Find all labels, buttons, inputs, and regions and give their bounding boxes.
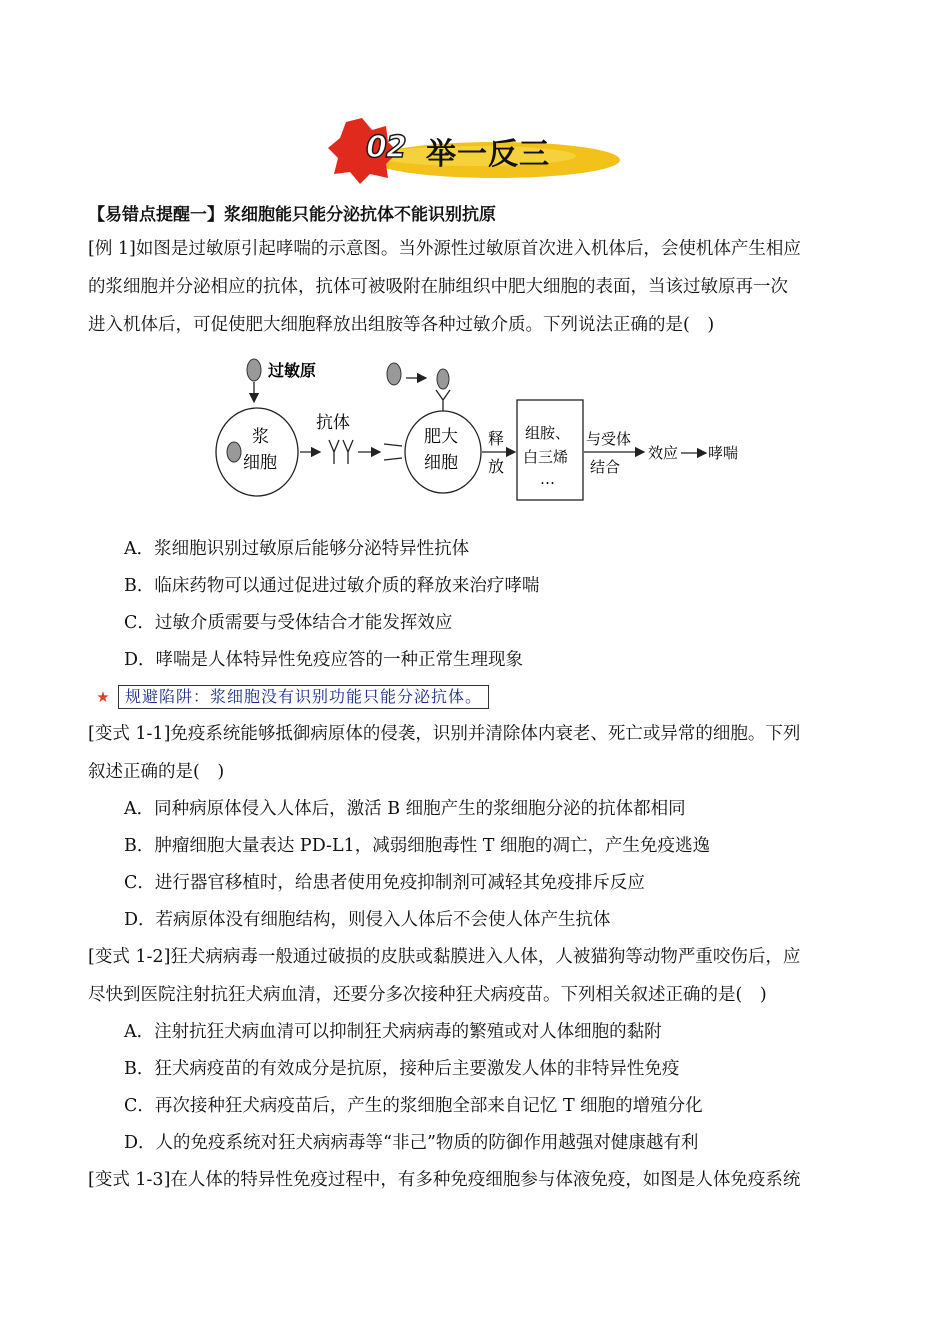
option: C．进行器官移植时，给患者使用免疫抑制剂可减轻其免疫排斥反应 (124, 873, 645, 893)
option: A．注射抗狂犬病血清可以抑制狂犬病病毒的繁殖或对人体细胞的黏附 (124, 1022, 662, 1042)
mast-cell (405, 411, 481, 493)
question-line: 尽快到医院注射抗狂犬病血清，还要分多次接种狂犬病疫苗。下列相关叙述正确的是( ) (88, 985, 767, 1005)
option: C．再次接种狂犬病疫苗后，产生的浆细胞全部来自记忆 T 细胞的增殖分化 (124, 1096, 703, 1116)
option: D．人的免疫系统对狂犬病病毒等“非己”物质的防御作用越强对健康越有利 (124, 1133, 699, 1153)
mediators-label: 白三烯 (523, 448, 569, 466)
option: D．若病原体没有细胞结构，则侵入人体后不会使人体产生抗体 (124, 910, 611, 930)
allergen-shape (247, 359, 261, 381)
section-banner (326, 116, 622, 186)
plasma-cell-label: 浆 (252, 427, 269, 447)
mast-cell-label: 细胞 (424, 453, 458, 473)
option: A．同种病原体侵入人体后，激活 B 细胞产生的浆细胞分泌的抗体都相同 (124, 799, 686, 819)
banner-title: 举一反三 (426, 137, 550, 172)
tip-row (88, 684, 489, 710)
allergen-label: 过敏原 (268, 361, 317, 380)
receptor-label: 结合 (590, 458, 621, 476)
section-heading: 【易错点提醒一】浆细胞能只能分泌抗体不能识别抗原 (88, 205, 496, 225)
plasma-cell-label: 细胞 (243, 453, 277, 473)
effect-label: 效应 (648, 444, 679, 462)
mediators-label: 组胺、 (525, 424, 571, 442)
star-icon: ★ (96, 688, 110, 706)
option: B．肿瘤细胞大量表达 PD-L1，减弱细胞毒性 T 细胞的凋亡，产生免疫逃逸 (124, 836, 711, 856)
mediators-label: … (540, 470, 555, 488)
question-line: [变式 1-2]狂犬病病毒一般通过破损的皮肤或黏膜进入人体，人被猫狗等动物严重咬伤后，应 (88, 947, 801, 967)
antibody-label: 抗体 (316, 413, 350, 433)
tip-box: 规避陷阱：浆细胞没有识别功能只能分泌抗体。 (118, 685, 489, 709)
question-line: [变式 1-1]免疫系统能够抵御病原体的侵袭，识别并清除体内衰老、死亡或异常的细胞。下列 (88, 724, 801, 744)
option: B．狂犬病疫苗的有效成分是抗原，接种后主要激发人体的非特异性免疫 (124, 1059, 680, 1079)
receptor-label: 与受体 (586, 430, 632, 448)
banner-number: 02 (366, 130, 406, 165)
example-line: [例 1]如图是过敏原引起哮喘的示意图。当外源性过敏原首次进入机体后，会使机体产生相应 (88, 239, 801, 259)
release-label: 释 (488, 429, 505, 448)
option: C．过敏介质需要与受体结合才能发挥效应 (124, 613, 453, 633)
asthma-label: 哮喘 (708, 444, 739, 462)
example-line: 进入机体后，可促使肥大细胞释放出组胺等各种过敏介质。下列说法正确的是( ) (88, 315, 715, 335)
mast-cell-label: 肥大 (424, 427, 458, 447)
release-label: 放 (488, 457, 505, 476)
option: A．浆细胞识别过敏原后能够分泌特异性抗体 (124, 539, 470, 559)
allergy-diagram (212, 356, 748, 506)
question-line: [变式 1-3]在人体的特异性免疫过程中，有多种免疫细胞参与体液免疫，如图是人体免疫系统 (88, 1170, 801, 1190)
option: D．哮喘是人体特异性免疫应答的一种正常生理现象 (124, 650, 524, 670)
question-line: 叙述正确的是( ) (88, 762, 225, 782)
option: B．临床药物可以通过促进过敏介质的释放来治疗哮喘 (124, 576, 540, 596)
example-line: 的浆细胞并分泌相应的抗体，抗体可被吸附在肺组织中肥大细胞的表面，当该过敏原再一次 (88, 277, 788, 297)
